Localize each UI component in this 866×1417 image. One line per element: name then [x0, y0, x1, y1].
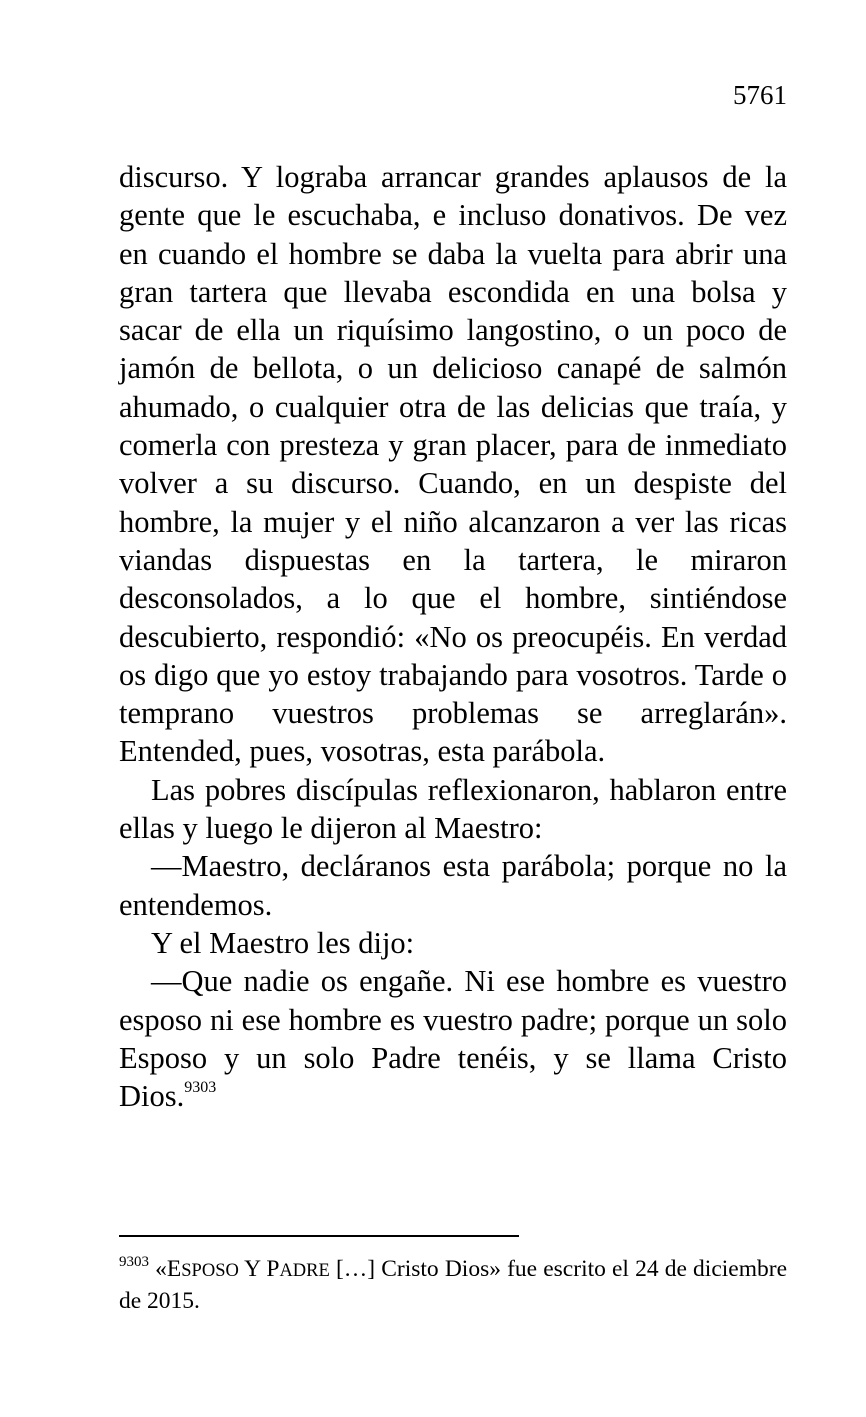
- footnote-number: 9303: [119, 1254, 149, 1270]
- paragraph-4: Y el Maestro les dijo:: [151, 925, 415, 960]
- paragraph-2: Las pobres discípulas reflexionaron, hablaron entre ellas y luego le dijeron al Maestro:: [119, 772, 787, 846]
- footnote-sc-adre: ADRE: [279, 1261, 330, 1281]
- footnote-sc-p: P: [266, 1256, 280, 1282]
- body-text: [119, 158, 787, 1115]
- footnote-sc-sposo: SPOSO: [181, 1261, 239, 1281]
- paragraph-1: discurso. Y lograba arrancar grandes aplausos de la gente que le escuchaba, e incluso donativos. De vez en cuando el hombre se daba la vuelta para abrir una gran tartera que llevaba escondida en una bolsa y sacar de ella un riquísimo langostino, o un poco de jamón de bellota, o un delicioso canapé de salmón ahumado, o cualquier otra de las delicias que traía, y comerla con presteza y gran placer, para de inmediato volver a su discurso. Cuando, en un despiste del hombre, la mujer y el niño alcanzaron a ver las ricas viandas dispuestas en la tartera, le miraron desconsolados, a lo que el hombre, sintiéndose descubierto, respondió: «No os preocupéis. En verdad os digo que yo estoy trabajando para vosotros. Tarde o temprano vuestros problemas se arreglarán». Entended, pues, vosotras, esta parábola.: [119, 160, 787, 769]
- paragraph-5-text: —Que nadie os engañe. Ni ese hombre es vuestro esposo ni ese hombre es vuestro padre; porque un solo Esposo y un solo Padre tenéis, y se llama Cristo Dios.: [119, 964, 787, 1114]
- footnote-rest: […] Cristo Dios» fue escrito el 24 de diciembre de 2015.: [119, 1256, 787, 1314]
- footnote-sc-y: Y: [244, 1256, 261, 1282]
- paragraph-5: [119, 962, 787, 1115]
- footnote-reference[interactable]: 9303: [184, 1079, 217, 1097]
- paragraph-3: —Maestro, decláranos esta parábola; porque no la entendemos.: [119, 849, 787, 922]
- page-number: 5761: [733, 80, 787, 110]
- footnote-sc-e: E: [166, 1256, 182, 1282]
- footnote: [119, 1254, 787, 1316]
- footnote-rule: [119, 1235, 519, 1237]
- footnote-open-quote: «: [155, 1256, 167, 1282]
